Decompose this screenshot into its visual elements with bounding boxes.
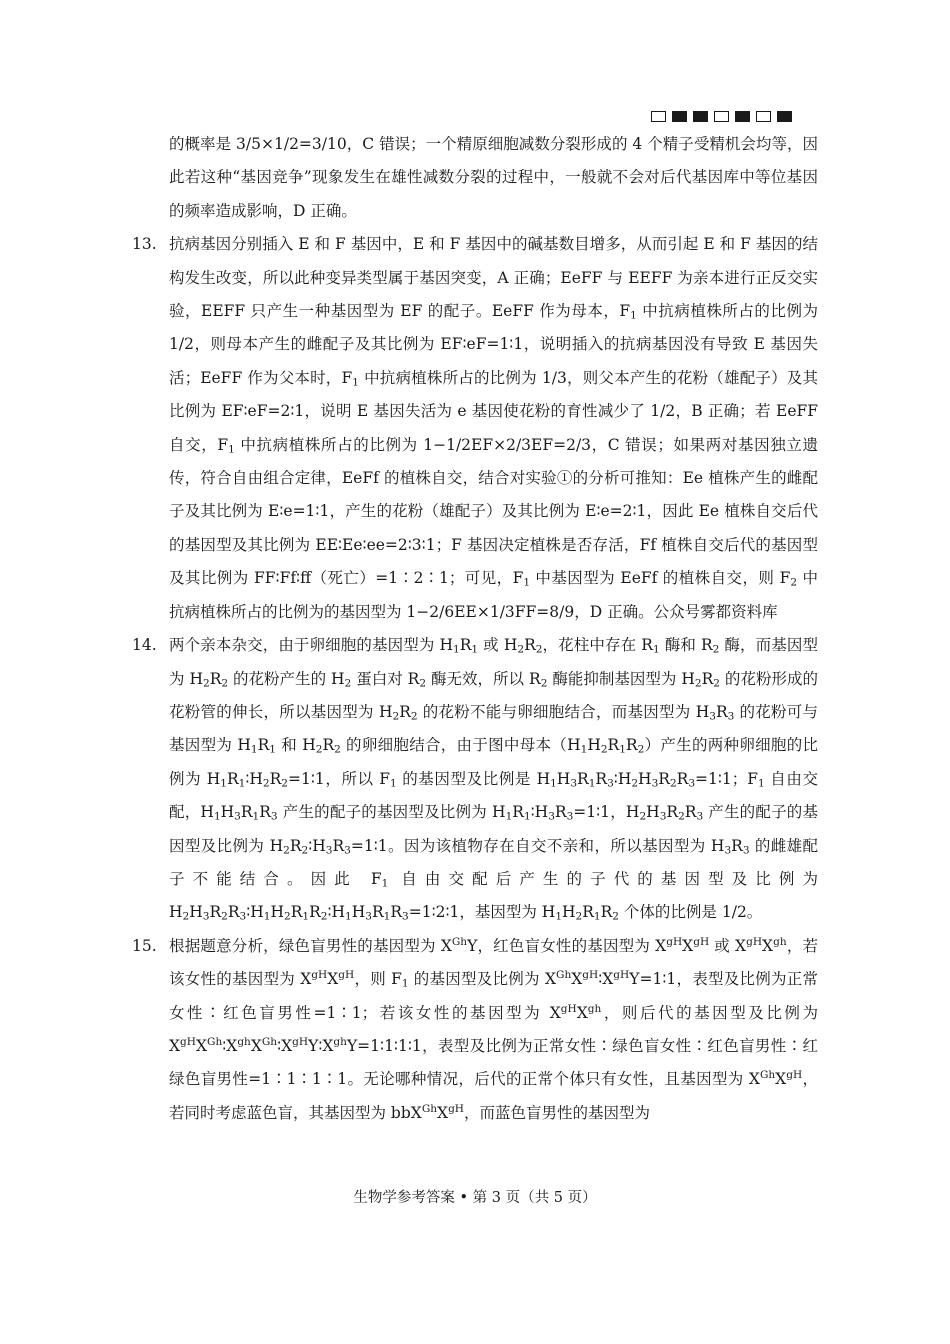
item-text: 两个亲本杂交，由于卵细胞的基因型为 $H_1R_1$ 或 $H_2R_2$，花柱中存在 $R_1$ 酶和 $R_2$ 酶，而基因型为 $H_2R_2$ 的花粉产生的 $H_2$ 蛋白对 $R_2$ 酶无效，所以 $R_2$ 酶能抑制基因型为 $H_2R_2$ 的花粉形成的花粉管的伸长，所以基因型为 $H_2R_2$ 的花粉不能与卵细胞结合，而基因型为 $H_3R_3$ 的花粉可与基因型为 $H_1R_1$ 和 $H_2R_2$ 的卵细胞结合，由于图中母本$(H_1H_2R_1R_2)$产生的两种卵细胞的比例为 $H_1R_1∶H_2R_2=1∶1$，所以 $F_1$ 的基因型及比例是 $H_1H_3R_1R_3∶H_2H_3R_2R_3=1∶1$；$F_1$ 自由交配，$H_1H_3R_1R_3$ 产生的配子的基因型及比例为 $H_1R_1∶H_3R_3=1∶1$，$H_2H_3R_2R_3$ 产生的配子的基因型及比例为 $H_2R_2∶H_3R_3=1∶1$。因为该植物存在自交不亲和，所以基因型为 $H_3R_3$ 的雌雄配子不能结合。因此 $F_1$ 自由交配后产生的子代的基因型及比例为 $H_2H_3R_2R_3∶H_1H_2R_1R_2∶H_1H_3R_1R_3=1∶2∶1$，基因型为 $H_1H_2R_1R_2$ 个体的比例是 1/2。 [169, 636, 819, 923]
item-text: 抗病基因分别插入 E 和 F 基因中，E 和 F 基因中的碱基数目增多，从而引起 E 和 F 基因的结构发生改变，所以此种变异类型属于基因突变，A 正确；EeFF 与 EEFF 为亲本进行正反交实验，EEFF 只产生一种基因型为 EF 的配子。EeFF 作为母本，$F_1$ 中抗病植株所占的比例为 1/2，则母本产生的雌配子及其比例为 EF∶eF=1∶1，说明插入的抗病基因没有导致 E 基因失活；EeFF 作为父本时，$F_1$ 中抗病植株所占的比例为 1/3，则父本产生的花粉（雄配子）及其比例为 EF∶eF=2∶1，说明 E 基因失活为 e 基因使花粉的育性减少了 1/2，B 正确；若 EeFF 自交，$F_1$ 中抗病植株所占的比例为 1−1/2EF×2/3EF=2/3，C 错误；如果两对基因独立遗传，符合自由组合定律，EeFf 的植株自交，结合对实验①的分析可推知：Ee 植株产生的雌配子及其比例为 E∶e=1∶1，产生的花粉（雄配子）及其比例为 E∶e=2∶1，因此 Ee 植株自交后代的基因型及其比例为 EE∶Ee∶ee=2∶3∶1；F 基因决定植株是否存活，Ff 植株自交后代的基因型及其比例为 FF∶Ff∶ff（死亡）=1∶2∶1；可见，$F_1$ 中基因型为 EeFf 的植株自交，则 $F_2$ 中抗病植株所占的比例为的基因型为 1−2/6EE×1/3FF=8/9，D 正确。公众号雾都资料库 [169, 235, 818, 621]
continuation-paragraph: 的概率是 3/5×1/2=3/10，C 错误；一个精原细胞减数分裂形成的 4 个精子受精机会均等，因此若这种“基因竞争”现象发生在雄性减数分裂的过程中，一般就不会对后代基因库中等位基因的频率造成影响，D 正确。 [169, 135, 818, 220]
header-marks [651, 111, 792, 122]
item-number: 14. [132, 636, 157, 655]
empty-square-icon [651, 111, 666, 122]
filled-square-icon [777, 111, 792, 122]
empty-square-icon [714, 111, 729, 122]
item-number: 15. [132, 936, 157, 955]
filled-square-icon [693, 111, 708, 122]
answer-item-15 [132, 930, 818, 1130]
page-footer: 生物学参考答案 • 第 3 页（共 5 页） [353, 1190, 597, 1206]
answer-item-13 [132, 228, 818, 629]
answer-content [132, 128, 818, 1130]
empty-square-icon [756, 111, 771, 122]
item-text: 根据题意分析，绿色盲男性的基因型为 $X^{Gh}Y$，红色盲女性的基因型为 $X^{gH}X^{gH}$ 或 $X^{gH}X^{gh}$，若该女性的基因型为 $X^{gH}X^{gH}$，则 $F_1$ 的基因型及比例为 $X^{Gh}X^{gH}∶X^{gH}Y=1∶1$，表型及比例为正常女性∶红色盲男性=1∶1；若该女性的基因型为 $X^{gH}X^{gh}$，则后代的基因型及比例为 $X^{gH}X^{Gh}∶X^{gh}X^{Gh}∶X^{gH}Y∶X^{gh}Y=1∶1∶1∶1$，表型及比例为正常女性∶绿色盲女性∶红色盲男性∶红绿色盲男性=1∶1∶1∶1。无论哪种情况，后代的正常个体只有女性，且基因型为 $X^{Gh}X^{gH}$，若同时考虑蓝色盲，其基因型为 $bbX^{Gh}X^{gH}$，而蓝色盲男性的基因型为 [169, 935, 819, 1122]
filled-square-icon [672, 111, 687, 122]
filled-square-icon [735, 111, 750, 122]
item-number: 13. [132, 235, 157, 254]
answer-item-14 [132, 629, 818, 930]
